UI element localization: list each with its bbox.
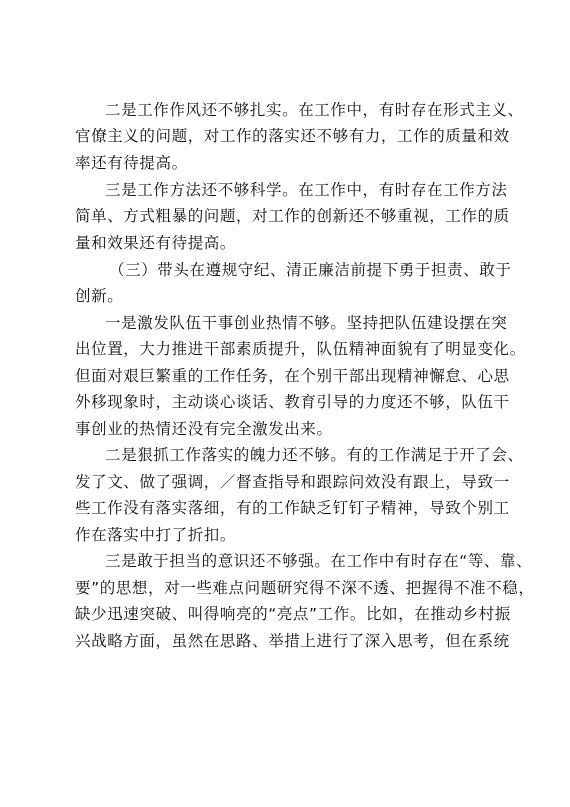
text-line: 率还有待提高。: [75, 154, 188, 172]
text-line: 三是敢于担当的意识还不够强。在工作中有时存在“等、靠、: [105, 552, 533, 570]
text-line: 二是工作作风还不够扎实。在工作中，有时存在形式主义、: [105, 101, 524, 119]
text-line: 量和效果还有待提高。: [75, 234, 237, 252]
section-heading-continued: 创新。: [75, 287, 124, 305]
text-line: 出位置，大力推进干部素质提升，队伍精神面貌有了明显变化。: [75, 340, 526, 358]
text-line: 三是工作方法还不够科学。在工作中，有时存在工作方法: [105, 181, 508, 199]
text-line: 官僚主义的问题，对工作的落实还不够有力，工作的质量和效: [75, 127, 510, 145]
text-line: 些工作没有落实落细，有的工作缺乏钉钉子精神，导致个别工: [75, 499, 510, 517]
text-line: 作在落实中打了折扣。: [75, 526, 237, 544]
text-line: 二是狠抓工作落实的魄力还不够。有的工作满足于开了会、: [105, 446, 524, 464]
text-line: 要”的思想，对一些难点问题研究得不深不透、把握得不准不稳，: [75, 579, 535, 597]
text-line: 外移现象时，主动谈心谈话、教育引导的力度还不够，队伍干: [75, 393, 510, 411]
text-line: 但面对艰巨繁重的工作任务，在个别干部出现精神懈怠、心思: [75, 367, 510, 385]
text-line: 发了文、做了强调，／督查指导和跟踪问效没有跟上，导致一: [75, 473, 510, 491]
text-line: 事创业的热情还没有完全激发出来。: [75, 420, 333, 438]
text-line: 简单、方式粗暴的问题，对工作的创新还不够重视，工作的质: [75, 207, 510, 225]
text-line: 兴战略方面，虽然在思路、举措上进行了深入思考，但在系统: [75, 632, 510, 650]
text-line: 缺少迅速突破、叫得响亮的“亮点”工作。比如，在推动乡村振: [75, 605, 511, 623]
section-heading: （三）带头在遵规守纪、清正廉洁前提下勇于担责、敢于: [109, 261, 512, 279]
text-line: 一是激发队伍干事创业热情不够。坚持把队伍建设摆在突: [105, 314, 508, 332]
